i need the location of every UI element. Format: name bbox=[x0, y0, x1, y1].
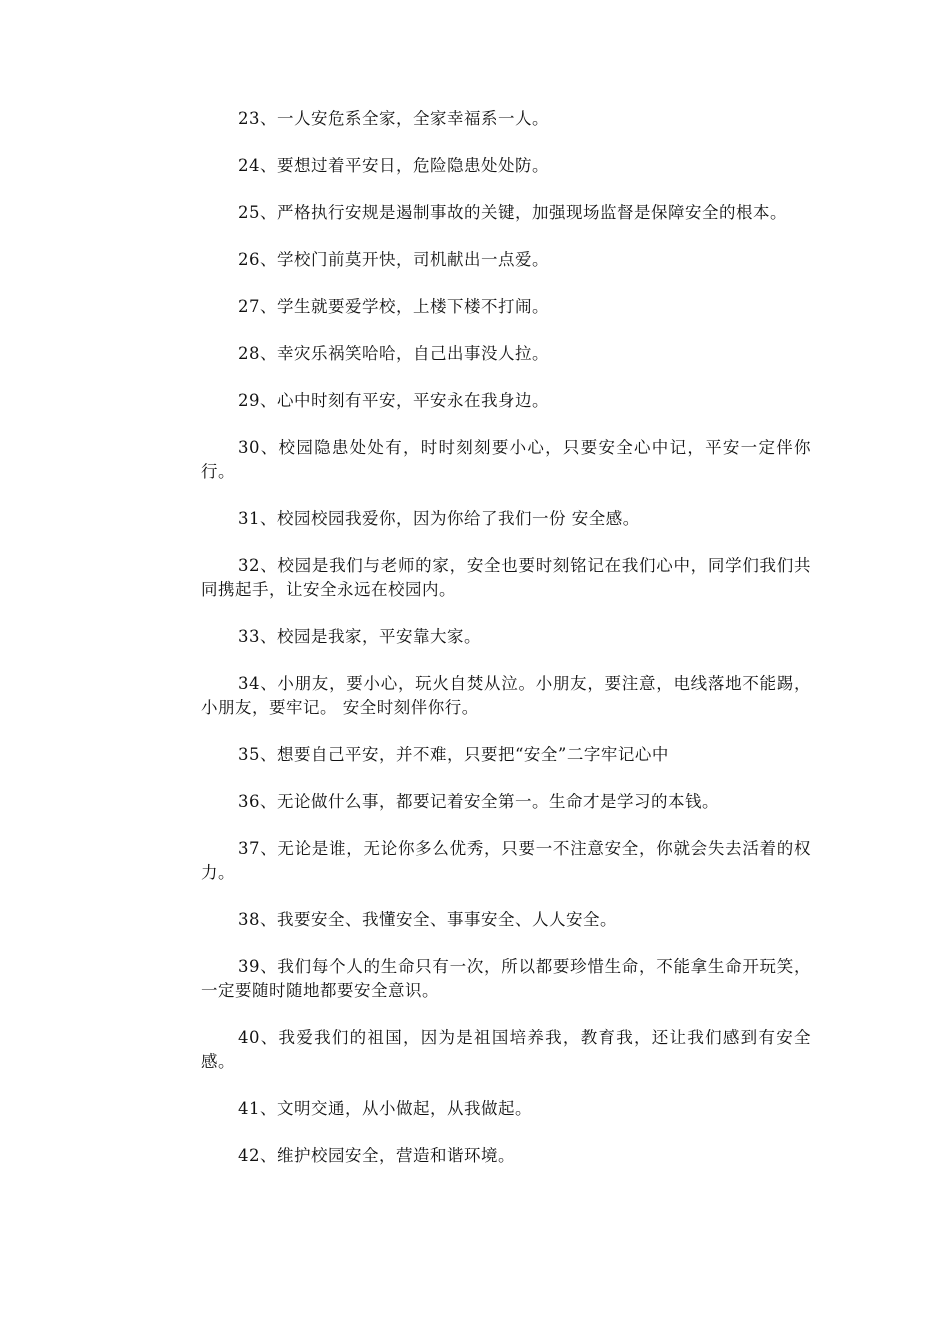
list-item: 32、校园是我们与老师的家，安全也要时刻铭记在我们心中，同学们我们共同携起手，让安全永远在校园内。 bbox=[201, 556, 811, 599]
list-item: 41、文明交通，从小做起，从我做起。 bbox=[238, 1099, 532, 1118]
list-item: 23、一人安危系全家，全家幸福系一人。 bbox=[238, 109, 549, 128]
list-item: 42、维护校园安全，营造和谐环境。 bbox=[238, 1146, 515, 1165]
list-item: 26、学校门前莫开快，司机献出一点爱。 bbox=[238, 250, 549, 269]
list-item: 28、幸灾乐祸笑哈哈，自己出事没人拉。 bbox=[238, 344, 549, 363]
list-item: 39、我们每个人的生命只有一次，所以都要珍惜生命，不能拿生命开玩笑，一定要随时随地都要安全意识。 bbox=[201, 957, 811, 1000]
list-item: 38、我要安全、我懂安全、事事安全、人人安全。 bbox=[238, 910, 617, 929]
list-item: 37、无论是谁，无论你多么优秀，只要一不注意安全，你就会失去活着的权力。 bbox=[201, 839, 811, 882]
list-item: 34、小朋友，要小心，玩火自焚从泣。小朋友，要注意，电线落地不能踢，小朋友，要牢记。 安全时刻伴你行。 bbox=[201, 674, 811, 717]
document-body bbox=[201, 107, 811, 1191]
list-item: 27、学生就要爱学校，上楼下楼不打闹。 bbox=[238, 297, 549, 316]
list-item: 31、校园校园我爱你，因为你给了我们一份 安全感。 bbox=[238, 509, 640, 528]
list-item: 36、无论做什么事，都要记着安全第一。生命才是学习的本钱。 bbox=[238, 792, 719, 811]
list-item: 35、想要自己平安，并不难，只要把“安全”二字牢记心中 bbox=[238, 745, 669, 764]
list-item: 25、严格执行安规是遏制事故的关键，加强现场监督是保障安全的根本。 bbox=[238, 203, 787, 222]
list-item: 40、我爱我们的祖国，因为是祖国培养我，教育我，还让我们感到有安全感。 bbox=[201, 1028, 811, 1071]
list-item: 30、校园隐患处处有，时时刻刻要小心，只要安全心中记，平安一定伴你行。 bbox=[201, 438, 811, 481]
list-item: 29、心中时刻有平安，平安永在我身边。 bbox=[238, 391, 549, 410]
list-item: 24、要想过着平安日，危险隐患处处防。 bbox=[238, 156, 549, 175]
list-item: 33、校园是我家，平安靠大家。 bbox=[238, 627, 481, 646]
